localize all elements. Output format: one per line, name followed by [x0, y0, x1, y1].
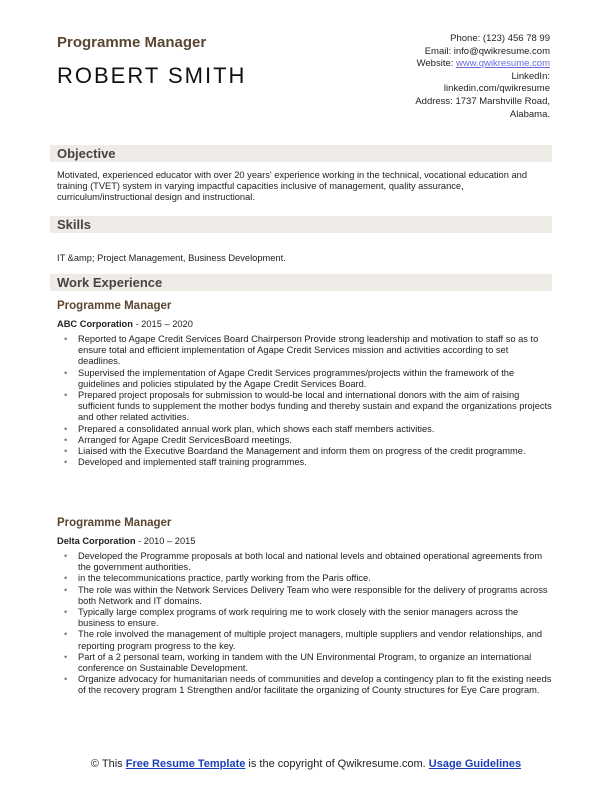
contact-linkedin-label: LinkedIn: [511, 70, 550, 82]
list-item: • The role was within the Network Services Delivery Team who were responsible for the delivery of programs across both Network and IT domains. [57, 585, 552, 607]
list-item: • Reported to Agape Credit Services Board Chairperson Provide strong leadership and motivation to staff so as to ensure total and efficient implementation of Agape Credit Services mission and activities according to set deadlines. [57, 334, 552, 368]
contact-address: Address: 1737 Marshville Road, [415, 95, 550, 107]
job-1-company: ABC Corporation - 2015 – 2020 [57, 319, 193, 329]
list-item: • in the telecommunications practice, partly working from the Paris office. [57, 573, 552, 584]
contact-phone: Phone: (123) 456 78 99 [450, 33, 550, 44]
list-item: • Organize advocacy for humanitarian needs of communities and develop a contingency plan to fit the existing needs of the recovery program 1 Strengthen and/or facilitate the organizing of County structures for Eye Care program. [57, 674, 552, 696]
list-item: • Supervised the implementation of Agape Credit Services programmes/projects within the framework of the guidelines and policies stipulated by the Agape Credit Services Board. [57, 368, 552, 390]
list-item: • Typically large complex programs of work requiring me to work closely with the senior managers across the business to ensure. [57, 607, 552, 629]
objective-heading: Objective [57, 146, 116, 161]
list-item: • Part of a 2 personal team, working in tandem with the UN Environmental Program, to organize an international conference on Sustainable Development. [57, 652, 552, 674]
contact-email: Email: info@qwikresume.com [424, 45, 550, 57]
list-item: • The role involved the management of multiple project managers, multiple suppliers and vendor relationships, and reporting program progress to the key. [57, 629, 552, 651]
job-2-company: Delta Corporation - 2010 – 2015 [57, 536, 196, 546]
experience-heading-bar [50, 274, 552, 291]
list-item: • Prepared a consolidated annual work plan, which shows each staff members activities. [57, 424, 552, 435]
skills-heading: Skills [57, 217, 91, 232]
job-1-title: Programme Manager [57, 300, 172, 312]
website-link[interactable]: www.qwikresume.com [456, 58, 550, 70]
experience-heading: Work Experience [57, 275, 163, 290]
contact-address-line2: Alabama. [509, 108, 550, 120]
objective-heading-bar [50, 145, 552, 162]
contact-linkedin: linkedin.com/qwikresume [443, 83, 550, 95]
contact-block [350, 33, 550, 121]
usage-guidelines-link[interactable]: Usage Guidelines [428, 758, 522, 770]
contact-website: Website: www.qwikresume.com [416, 58, 550, 70]
resume-job-title: Programme Manager [57, 34, 207, 51]
list-item: • Developed the Programme proposals at both local and national levels and obtained operational agreements from the government authorities. [57, 551, 552, 573]
objective-text: Motivated, experienced educator with over 20 years' experience working in the technical, vocational education and training (TVET) system in varying impactful capacities inclusive of management, quality assurance, curriculum/instructional design and instructional. [57, 170, 527, 203]
job-1-bullets [57, 334, 552, 468]
resume-name: ROBERT SMITH [57, 63, 247, 88]
job-2-title: Programme Manager [57, 517, 172, 529]
skills-text: IT &amp; Project Management, Business Development. [57, 253, 286, 263]
job-2-bullets [57, 551, 552, 697]
free-resume-template-link[interactable]: Free Resume Template [125, 758, 246, 770]
list-item: • Prepared project proposals for submission to would-be local and international donors with the aim of raising sufficient funds to supplement the mother bodys funding and thereby sustain and expand the organizations projects and other related activities. [57, 390, 552, 424]
list-item: • Liaised with the Executive Boardand the Management and inform them on progress of the credit programme. [57, 446, 552, 457]
skills-heading-bar [50, 216, 552, 233]
list-item: • Arranged for Agape Credit ServicesBoard meetings. [57, 435, 552, 446]
footer: © This Free Resume Template is the copyright of Qwikresume.com. Usage Guidelines [90, 758, 522, 770]
list-item: • Developed and implemented staff training programmes. [57, 457, 552, 468]
